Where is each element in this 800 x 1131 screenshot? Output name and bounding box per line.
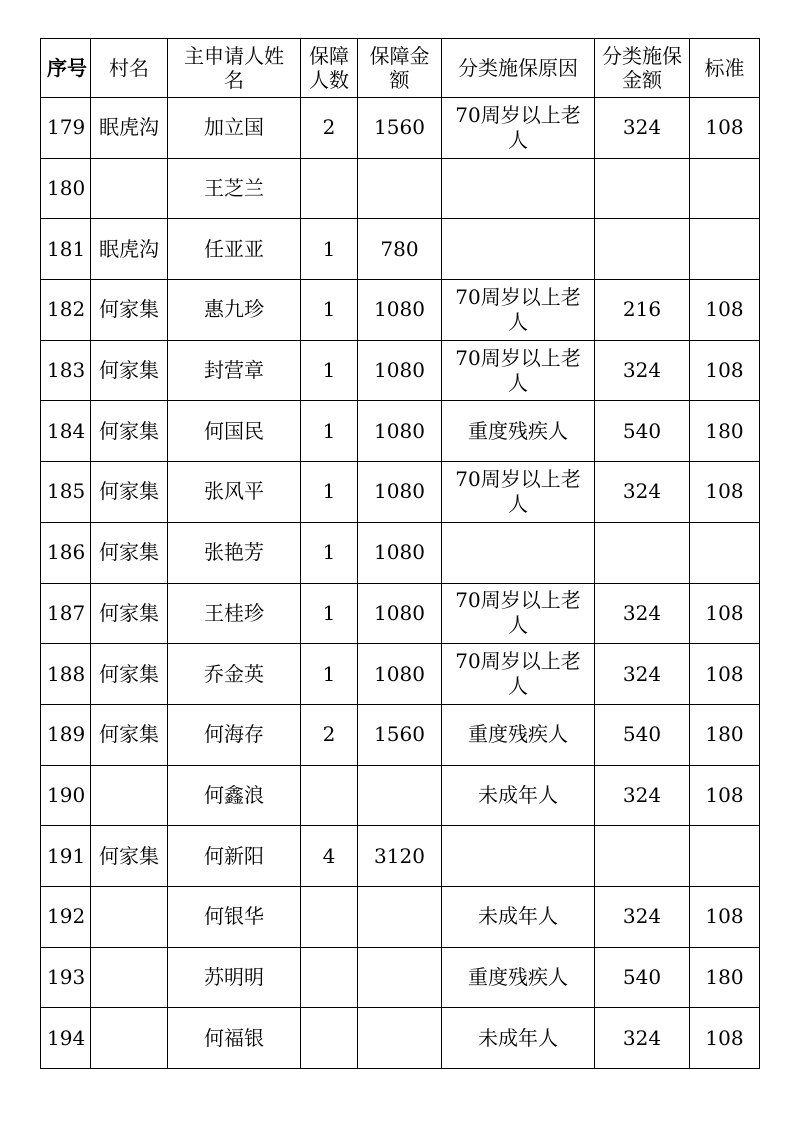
cell-seq: 192 <box>41 886 91 947</box>
cell-class-amount: 324 <box>595 98 690 159</box>
cell-reason-text: 70周岁以上老人 <box>455 284 581 334</box>
cell-seq: 191 <box>41 826 91 887</box>
cell-reason-text: 未成年人 <box>478 782 558 807</box>
cell-reason-text: 70周岁以上老人 <box>455 466 581 516</box>
cell-reason <box>442 522 595 583</box>
cell-applicant: 何鑫浪 <box>168 765 301 826</box>
cell-standard: 180 <box>690 401 760 462</box>
cell-village <box>91 947 168 1008</box>
cell-persons: 1 <box>301 401 358 462</box>
cell-seq: 188 <box>41 644 91 705</box>
cell-class-amount: 324 <box>595 1008 690 1069</box>
cell-applicant: 惠九珍 <box>168 280 301 341</box>
cell-standard <box>690 219 760 280</box>
table-row <box>41 1008 760 1069</box>
cell-amount: 1560 <box>358 704 442 765</box>
cell-seq: 182 <box>41 280 91 341</box>
cell-applicant: 何银华 <box>168 886 301 947</box>
cell-standard: 108 <box>690 886 760 947</box>
cell-seq: 193 <box>41 947 91 1008</box>
cell-reason-text: 70周岁以上老人 <box>455 345 581 395</box>
cell-class-amount: 540 <box>595 704 690 765</box>
cell-applicant: 张艳芳 <box>168 522 301 583</box>
cell-standard: 108 <box>690 644 760 705</box>
table-row <box>41 644 760 705</box>
cell-persons: 1 <box>301 340 358 401</box>
cell-persons: 1 <box>301 522 358 583</box>
cell-standard: 108 <box>690 462 760 523</box>
cell-standard: 108 <box>690 583 760 644</box>
cell-reason <box>442 886 595 947</box>
cell-class-amount: 324 <box>595 765 690 826</box>
cell-seq: 190 <box>41 765 91 826</box>
cell-reason-text: 70周岁以上老人 <box>455 649 581 699</box>
table-row <box>41 765 760 826</box>
cell-seq: 187 <box>41 583 91 644</box>
cell-class-amount: 324 <box>595 583 690 644</box>
cell-class-amount: 216 <box>595 280 690 341</box>
cell-village: 何家集 <box>91 522 168 583</box>
cell-reason <box>442 158 595 219</box>
cell-persons <box>301 886 358 947</box>
cell-reason <box>442 219 595 280</box>
cell-seq: 180 <box>41 158 91 219</box>
cell-seq: 179 <box>41 98 91 159</box>
cell-applicant: 张风平 <box>168 462 301 523</box>
cell-village <box>91 886 168 947</box>
cell-amount: 1080 <box>358 522 442 583</box>
header-applicant <box>168 39 301 98</box>
table-row <box>41 98 760 159</box>
header-applicant-text: 主申请人姓名 <box>184 44 284 92</box>
cell-standard: 108 <box>690 340 760 401</box>
cell-amount <box>358 947 442 1008</box>
cell-seq: 186 <box>41 522 91 583</box>
cell-applicant: 加立国 <box>168 98 301 159</box>
cell-reason <box>442 462 595 523</box>
cell-seq: 181 <box>41 219 91 280</box>
cell-village: 何家集 <box>91 462 168 523</box>
table-row <box>41 280 760 341</box>
cell-seq: 189 <box>41 704 91 765</box>
cell-persons: 2 <box>301 704 358 765</box>
cell-reason <box>442 401 595 462</box>
cell-persons: 1 <box>301 644 358 705</box>
cell-class-amount: 324 <box>595 462 690 523</box>
table-row <box>41 947 760 1008</box>
cell-amount <box>358 1008 442 1069</box>
cell-reason-text: 70周岁以上老人 <box>455 102 581 152</box>
cell-amount <box>358 158 442 219</box>
table-row <box>41 826 760 887</box>
cell-applicant: 任亚亚 <box>168 219 301 280</box>
cell-class-amount <box>595 219 690 280</box>
table-row <box>41 522 760 583</box>
header-class-amount-text: 分类施保金额 <box>602 44 682 92</box>
cell-reason <box>442 280 595 341</box>
cell-standard: 108 <box>690 1008 760 1069</box>
header-persons-text: 保障人数 <box>309 44 349 92</box>
cell-class-amount: 324 <box>595 886 690 947</box>
header-reason: 分类施保原因 <box>442 39 595 98</box>
cell-standard: 180 <box>690 704 760 765</box>
table-row <box>41 886 760 947</box>
table-row <box>41 158 760 219</box>
table-row <box>41 340 760 401</box>
cell-village <box>91 158 168 219</box>
cell-persons <box>301 158 358 219</box>
cell-village: 何家集 <box>91 644 168 705</box>
cell-village: 何家集 <box>91 340 168 401</box>
cell-persons: 1 <box>301 462 358 523</box>
cell-applicant: 何国民 <box>168 401 301 462</box>
cell-class-amount <box>595 826 690 887</box>
header-amount <box>358 39 442 98</box>
roster-body <box>41 98 760 1069</box>
cell-amount <box>358 886 442 947</box>
cell-standard <box>690 522 760 583</box>
cell-class-amount <box>595 158 690 219</box>
cell-reason <box>442 1008 595 1069</box>
header-row <box>41 39 760 98</box>
cell-applicant: 封营章 <box>168 340 301 401</box>
cell-class-amount: 540 <box>595 947 690 1008</box>
cell-standard <box>690 158 760 219</box>
header-standard: 标准 <box>690 39 760 98</box>
cell-amount <box>358 765 442 826</box>
cell-village <box>91 1008 168 1069</box>
header-seq: 序号 <box>41 39 91 98</box>
cell-reason <box>442 947 595 1008</box>
table-row <box>41 583 760 644</box>
cell-reason <box>442 826 595 887</box>
cell-village: 何家集 <box>91 704 168 765</box>
cell-persons: 1 <box>301 583 358 644</box>
cell-village: 何家集 <box>91 280 168 341</box>
cell-amount: 780 <box>358 219 442 280</box>
cell-seq: 183 <box>41 340 91 401</box>
cell-applicant: 何海存 <box>168 704 301 765</box>
cell-applicant: 王桂珍 <box>168 583 301 644</box>
cell-amount: 3120 <box>358 826 442 887</box>
cell-applicant: 何新阳 <box>168 826 301 887</box>
cell-applicant: 王芝兰 <box>168 158 301 219</box>
cell-village: 何家集 <box>91 583 168 644</box>
cell-amount: 1080 <box>358 644 442 705</box>
header-class-amount <box>595 39 690 98</box>
cell-amount: 1080 <box>358 340 442 401</box>
cell-village: 眠虎沟 <box>91 98 168 159</box>
cell-village: 何家集 <box>91 826 168 887</box>
cell-reason <box>442 644 595 705</box>
cell-applicant: 何福银 <box>168 1008 301 1069</box>
cell-class-amount: 540 <box>595 401 690 462</box>
cell-class-amount: 324 <box>595 644 690 705</box>
header-amount-text: 保障金额 <box>369 44 430 92</box>
cell-amount: 1080 <box>358 280 442 341</box>
cell-standard: 108 <box>690 98 760 159</box>
header-village: 村名 <box>91 39 168 98</box>
cell-persons: 4 <box>301 826 358 887</box>
header-persons <box>301 39 358 98</box>
cell-standard: 180 <box>690 947 760 1008</box>
cell-persons: 1 <box>301 219 358 280</box>
assistance-roster-table <box>40 38 760 1069</box>
cell-amount: 1080 <box>358 462 442 523</box>
cell-class-amount <box>595 522 690 583</box>
table-row <box>41 462 760 523</box>
cell-reason-text: 70周岁以上老人 <box>455 588 581 638</box>
cell-amount: 1080 <box>358 583 442 644</box>
cell-village: 何家集 <box>91 401 168 462</box>
cell-standard <box>690 826 760 887</box>
cell-reason-text: 重度残疾人 <box>468 722 568 747</box>
cell-applicant: 乔金英 <box>168 644 301 705</box>
cell-seq: 185 <box>41 462 91 523</box>
cell-persons: 2 <box>301 98 358 159</box>
cell-standard: 108 <box>690 280 760 341</box>
cell-persons: 1 <box>301 280 358 341</box>
cell-reason-text: 重度残疾人 <box>468 964 568 989</box>
cell-reason-text: 未成年人 <box>478 904 558 929</box>
cell-standard: 108 <box>690 765 760 826</box>
cell-persons <box>301 1008 358 1069</box>
cell-persons <box>301 947 358 1008</box>
cell-village <box>91 765 168 826</box>
table-row <box>41 704 760 765</box>
cell-amount: 1080 <box>358 401 442 462</box>
cell-reason <box>442 704 595 765</box>
cell-class-amount: 324 <box>595 340 690 401</box>
table-row <box>41 219 760 280</box>
cell-reason-text: 未成年人 <box>478 1025 558 1050</box>
cell-reason <box>442 98 595 159</box>
cell-village: 眠虎沟 <box>91 219 168 280</box>
cell-seq: 184 <box>41 401 91 462</box>
cell-seq: 194 <box>41 1008 91 1069</box>
cell-reason-text: 重度残疾人 <box>468 418 568 443</box>
cell-persons <box>301 765 358 826</box>
cell-applicant: 苏明明 <box>168 947 301 1008</box>
table-row <box>41 401 760 462</box>
cell-reason <box>442 583 595 644</box>
cell-reason <box>442 340 595 401</box>
cell-reason <box>442 765 595 826</box>
cell-amount: 1560 <box>358 98 442 159</box>
